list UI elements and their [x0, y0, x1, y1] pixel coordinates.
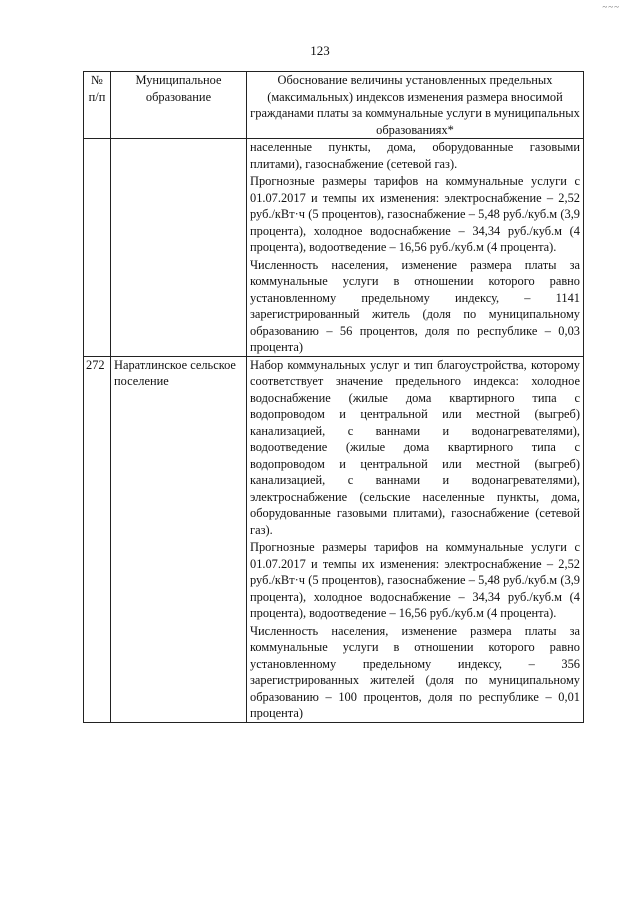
table-row: [84, 139, 584, 357]
justification-paragraph: Прогнозные размеры тарифов на коммунальные услуги с 01.07.2017 и темпы их изменения: электроснабжение – 2,52 руб./кВт·ч (5 процентов), газоснабжение – 5,48 руб./куб.м (3,9 процента), холодное водоснабжение – 34,34 руб./куб.м (4 процента), водоотведение – 16,56 руб./куб.м (4 процента).: [250, 174, 580, 254]
row-municipality: [111, 356, 247, 722]
justification-paragraph: Численность населения, изменение размера платы за коммунальные услуги в отношении которого равно установленному предельному индексу, – 1141 зарегистрированный житель (доля по муниципальному образованию – 56 процентов, доля по республике – 0,03 процента): [250, 257, 580, 354]
header-justification: Обоснование величины установленных предельных (максимальных) индексов изменения размера вносимой гражданами платы за коммунальные услуги в муниципальных образованиях*: [247, 72, 584, 139]
justification-paragraph: Численность населения, изменение размера платы за коммунальные услуги в отношении которого равно установленному предельному индексу, – 356 зарегистрированных жителей (доля по муниципальному образованию – 100 процентов, доля по республике – 0,01 процента): [250, 623, 580, 720]
corner-scan-mark: ~~~: [602, 2, 620, 12]
justification-paragraph: Прогнозные размеры тарифов на коммунальные услуги с 01.07.2017 и темпы их изменения: электроснабжение – 2,52 руб./кВт·ч (5 процентов), газоснабжение – 5,48 руб./куб.м (3,9 процента), холодное водоснабжение – 34,34 руб./куб.м (4 процента), водоотведение – 16,56 руб./куб.м (4 процента).: [250, 540, 580, 620]
row-justification: [247, 356, 584, 722]
municipality-name: Наратлинское сельское поселение: [114, 357, 236, 388]
table-row: [84, 356, 584, 722]
page-number: 123: [310, 43, 330, 58]
header-num: № п/п: [84, 72, 111, 139]
row-number: 272: [84, 356, 111, 722]
table-header-row: [84, 72, 584, 139]
row-municipality: [111, 139, 247, 357]
header-municipality: Муниципальное образование: [111, 72, 247, 139]
justification-paragraph: Набор коммунальных услуг и тип благоустройства, которому соответствует значение предельного индекса: холодное водоснабжение (жилые дома квартирного типа с водопроводом и центральной или местной (выгреб) канализацией, с ваннами и водонагревателями), водоотведение (жилые дома квартирного типа с водопроводом и центральной или местной (выгреб) канализацией, с ваннами и водонагревателями), электроснабжение (сельские населенные пункты, дома, оборудованные газовыми плитами), газоснабжение (сетевой газ).: [250, 357, 580, 537]
row-justification: [247, 139, 584, 357]
row-number: [84, 139, 111, 357]
tariff-index-table: [83, 71, 584, 723]
justification-paragraph: населенные пункты, дома, оборудованные газовыми плитами), газоснабжение (сетевой газ).: [250, 140, 580, 171]
